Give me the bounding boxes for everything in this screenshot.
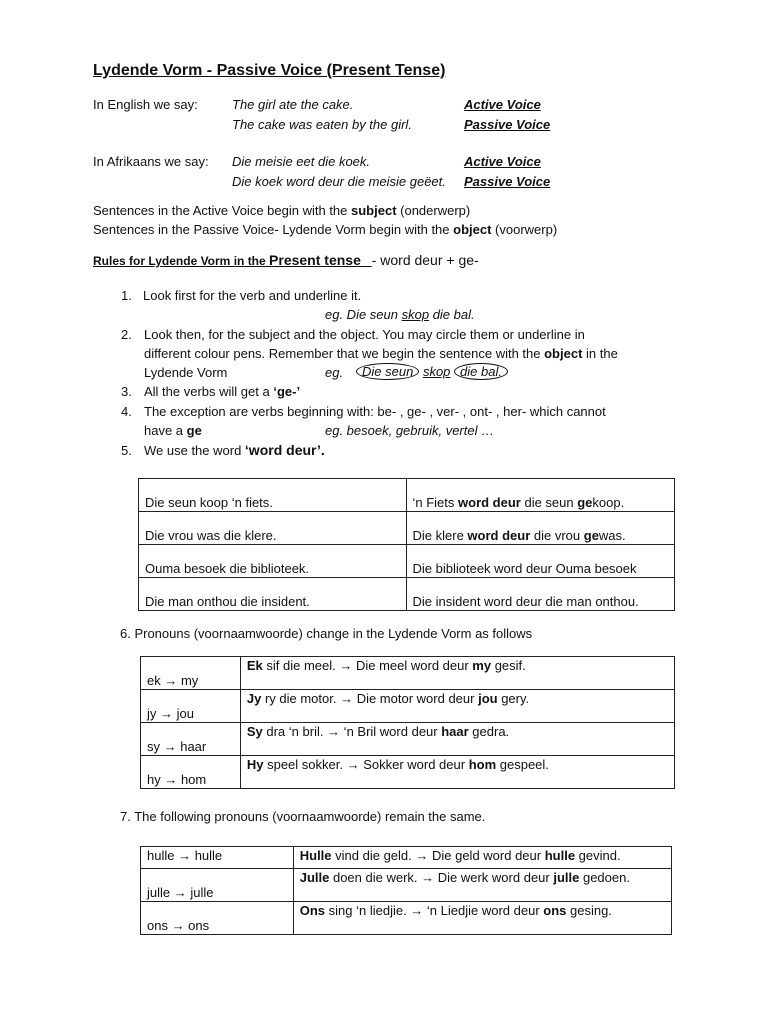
table-row xyxy=(141,756,675,789)
passive-cell xyxy=(406,479,675,512)
rule-2-number: 2. xyxy=(121,327,132,342)
rule-text: have a xyxy=(144,423,187,438)
cell-text: gevind. xyxy=(575,848,621,863)
explanation-text: (voorwerp) xyxy=(491,222,558,237)
cell-text: gedra. xyxy=(468,724,510,739)
pronoun-term: hulle xyxy=(544,848,576,863)
section-6-heading: 6. Pronouns (voornaamwoorde) change in the Lydende Vorm as follows xyxy=(120,626,533,641)
table-row xyxy=(141,723,675,756)
table-row xyxy=(141,690,675,723)
pronoun-term: julle xyxy=(553,870,580,885)
english-active-label: Active Voice xyxy=(464,97,541,112)
pronoun-pair: ons → ons xyxy=(141,902,294,935)
pronoun-example xyxy=(240,723,674,756)
pronoun-term: jou xyxy=(478,691,498,706)
rule-3-number: 3. xyxy=(121,384,132,399)
explanation-active xyxy=(93,203,470,218)
rule-2-example xyxy=(356,364,508,379)
cell-text: was. xyxy=(598,528,626,543)
rule-2-line-2 xyxy=(144,346,618,361)
rule-text: different colour pens. Remember that we begin the sentence with the xyxy=(144,346,545,361)
rule-2-example-label: eg. xyxy=(325,365,344,380)
pronoun-pair: sy → haar xyxy=(141,723,241,756)
rule-4-example: eg. besoek, gebruik, vertel … xyxy=(325,423,495,438)
rules-heading-formula: - word deur + ge- xyxy=(371,252,479,268)
explanation-text: Sentences in the Passive Voice- Lydende Vorm begin with the xyxy=(93,222,454,237)
english-active-sentence: The girl ate the cake. xyxy=(232,97,354,112)
afrikaans-passive-sentence: Die koek word deur die meisie geëet. xyxy=(232,174,446,189)
cell-text: ry die motor. → Die motor word deur xyxy=(261,691,479,706)
ge-prefix: ge xyxy=(186,423,202,438)
afrikaans-intro: In Afrikaans we say: xyxy=(93,154,209,169)
cell-text: die seun xyxy=(520,495,578,510)
pronoun-term: haar xyxy=(441,724,469,739)
passive-cell: Die insident word deur die man onthou. xyxy=(406,578,675,611)
afrikaans-passive-label: Passive Voice xyxy=(464,174,551,189)
cell-text: gedoen. xyxy=(579,870,630,885)
table-row xyxy=(139,479,675,512)
table-row xyxy=(141,847,672,869)
table-row xyxy=(139,512,675,545)
pronoun-pair: hy → hom xyxy=(141,756,241,789)
cell-text: gesif. xyxy=(491,658,526,673)
rule-text: All the verbs will get a xyxy=(144,384,274,399)
rule-text: in the xyxy=(582,346,618,361)
active-cell: Die seun koop ‘n fiets. xyxy=(139,479,407,512)
cell-text: die vrou xyxy=(530,528,584,543)
passive-cell xyxy=(406,512,675,545)
explanation-text: Sentences in the Active Voice begin with the xyxy=(93,203,352,218)
rule-1-number: 1. xyxy=(121,288,132,303)
rule-1-text: Look first for the verb and underline it. xyxy=(143,288,362,303)
cell-text: dra ‘n bril. → ‘n Bril word deur xyxy=(262,724,442,739)
table-row xyxy=(141,902,672,935)
object-term: object xyxy=(453,222,492,237)
word-deur-term: word deur xyxy=(467,528,531,543)
cell-text: sing ‘n liedjie. → ‘n Liedjie word deur xyxy=(325,903,544,918)
cell-text: gesing. xyxy=(566,903,612,918)
pronoun-term: Hulle xyxy=(299,848,332,863)
rule-1-example xyxy=(325,307,475,322)
cell-text: gespeel. xyxy=(496,757,549,772)
cell-text: doen die werk. → Die werk word deur xyxy=(329,870,554,885)
pronoun-pair: jy → jou xyxy=(141,690,241,723)
pronoun-term: my xyxy=(472,658,492,673)
example-text: die bal. xyxy=(429,307,475,322)
table-row xyxy=(141,657,675,690)
pronoun-example xyxy=(293,869,671,902)
pronoun-example xyxy=(240,657,674,690)
rule-4-number: 4. xyxy=(121,404,132,419)
passive-cell: Die biblioteek word deur Ouma besoek xyxy=(406,545,675,578)
pronoun-example xyxy=(293,902,671,935)
cell-text: vind die geld. → Die geld word deur xyxy=(331,848,545,863)
pronoun-pair: ek → my xyxy=(141,657,241,690)
english-passive-label: Passive Voice xyxy=(464,117,551,132)
pronoun-term: Jy xyxy=(246,691,262,706)
rule-4-line-1: The exception are verbs beginning with: be- , ge- , ver- , ont- , her- which cannot xyxy=(144,404,606,419)
rule-2-line-3: Lydende Vorm xyxy=(144,365,228,380)
active-cell: Ouma besoek die biblioteek. xyxy=(139,545,407,578)
rule-text: We use the word xyxy=(144,443,245,458)
cell-text: koop. xyxy=(592,495,625,510)
english-intro: In English we say: xyxy=(93,97,198,112)
ge-prefix: ge xyxy=(577,495,593,510)
ge-prefix: ‘ge-’ xyxy=(273,384,301,399)
rules-heading-text: Rules for Lydende Vorm in the xyxy=(93,254,270,268)
circled-object: die bal. xyxy=(454,363,508,380)
subject-term: subject xyxy=(351,203,397,218)
cell-text: sif die meel. → Die meel word deur xyxy=(262,658,473,673)
page-title: Lydende Vorm - Passive Voice (Present Tense) xyxy=(93,62,446,79)
pronoun-term: ons xyxy=(543,903,567,918)
example-verb: skop xyxy=(401,307,430,322)
section-7-heading: 7. The following pronouns (voornaamwoorde) remain the same. xyxy=(120,809,486,824)
explanation-passive xyxy=(93,222,557,237)
cell-text: speel sokker. → Sokker word deur xyxy=(263,757,469,772)
examples-table xyxy=(138,478,675,611)
afrikaans-active-label: Active Voice xyxy=(464,154,541,169)
rule-5-number: 5. xyxy=(121,443,132,458)
rule-4-line-2 xyxy=(144,423,202,438)
pronoun-example xyxy=(240,690,674,723)
active-cell: Die vrou was die klere. xyxy=(139,512,407,545)
pronoun-same-table xyxy=(140,846,672,935)
rules-heading xyxy=(93,252,479,268)
cell-text: gery. xyxy=(497,691,530,706)
table-row xyxy=(139,545,675,578)
english-passive-sentence: The cake was eaten by the girl. xyxy=(232,117,412,132)
table-row xyxy=(139,578,675,611)
pronoun-term: Ons xyxy=(299,903,326,918)
pronoun-change-table xyxy=(140,656,675,789)
circled-subject: Die seun xyxy=(356,363,419,380)
pronoun-example xyxy=(240,756,674,789)
example-text: eg. Die seun xyxy=(325,307,402,322)
table-row xyxy=(141,869,672,902)
rule-3-text xyxy=(144,384,300,399)
ge-prefix: ge xyxy=(583,528,599,543)
pronoun-term: hom xyxy=(468,757,497,772)
object-term: object xyxy=(544,346,583,361)
active-cell: Die man onthou die insident. xyxy=(139,578,407,611)
rule-2-line-1: Look then, for the subject and the object. You may circle them or underline in xyxy=(144,327,585,342)
explanation-text: (onderwerp) xyxy=(396,203,471,218)
pronoun-pair: hulle → hulle xyxy=(141,847,294,869)
cell-text: ‘n Fiets xyxy=(412,495,459,510)
underlined-verb: skop xyxy=(422,364,451,379)
pronoun-term: Ek xyxy=(246,658,263,673)
pronoun-term: Hy xyxy=(246,757,264,772)
rules-heading-tense: Present tense xyxy=(269,252,361,268)
pronoun-term: Julle xyxy=(299,870,330,885)
pronoun-pair: julle → julle xyxy=(141,869,294,902)
afrikaans-active-sentence: Die meisie eet die koek. xyxy=(232,154,371,169)
pronoun-term: Sy xyxy=(246,724,263,739)
cell-text: Die klere xyxy=(412,528,468,543)
word-deur-term: ‘word deur’. xyxy=(244,442,325,458)
word-deur-term: word deur xyxy=(458,495,521,510)
rule-5-text xyxy=(144,442,325,458)
pronoun-example xyxy=(293,847,671,869)
